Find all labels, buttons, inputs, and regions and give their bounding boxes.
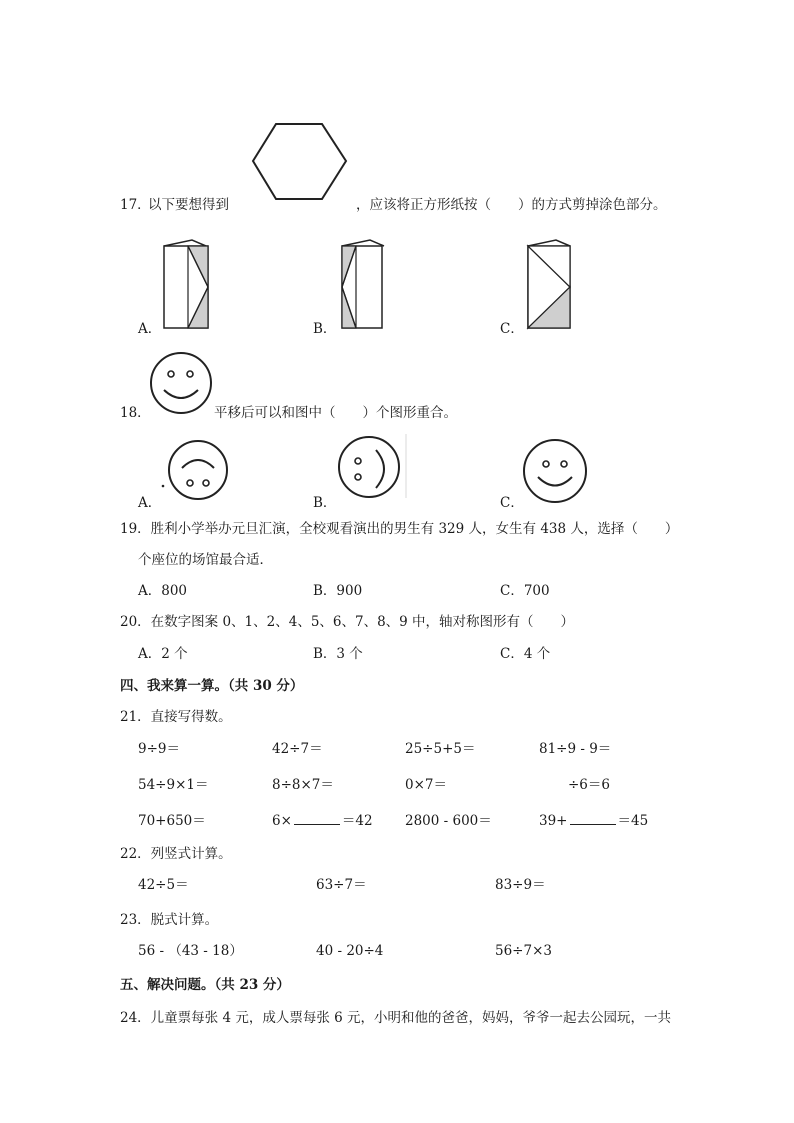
q21-item-blank [272, 812, 373, 830]
q18-option-b-label: B． [313, 495, 337, 511]
q21-item-blank [539, 812, 648, 830]
q21-item: 42÷7＝ [272, 741, 323, 757]
q19-line1: 19．胜利小学举办元旦汇演，全校观看演出的男生有 329 人，女生有 438 人，选择（ ） [120, 521, 679, 537]
q22-item: 42÷5＝ [138, 877, 189, 893]
q21-item-suffix: ＝45 [617, 813, 649, 829]
hexagon-figure [240, 108, 358, 204]
q21-item-prefix: 6× [272, 813, 292, 829]
q18-option-b-face [334, 432, 408, 502]
q23-item: 56÷7×3 [495, 943, 552, 959]
q18-text: 平移后可以和图中（ ）个图形重合。 [214, 405, 457, 421]
q17-option-c-folded-paper [522, 236, 580, 332]
q18-option-c-label: C． [500, 495, 524, 511]
q17-option-b-label: B． [313, 321, 337, 337]
q19-line2: 个座位的场馆最合适． [138, 552, 273, 568]
q22-item: 63÷7＝ [316, 877, 367, 893]
q17-option-a-folded-paper [158, 236, 216, 332]
q17-prefix: 以下要想得到 [148, 197, 229, 213]
q19-option-c: C．700 [500, 583, 550, 599]
q21-item: 70+650＝ [138, 813, 206, 829]
q21-item: 8÷8×7＝ [272, 777, 334, 793]
q21-item: 0×7＝ [405, 777, 447, 793]
smiley-face-figure [148, 350, 214, 416]
section-5-heading: 五、解决问题。（共 23 分） [120, 977, 290, 993]
q24-text: 24．儿童票每张 4 元，成人票每张 6 元，小明和他的爸爸，妈妈，爷爷一起去公园玩，一共 [120, 1010, 672, 1026]
q17-option-c-label: C． [500, 321, 524, 337]
section-4-heading: 四、我来算一算。（共 30 分） [120, 678, 304, 694]
q18-option-a-face [160, 438, 232, 504]
q20-text: 20．在数字图案 0、1、2、4、5、6、7、8、9 中，轴对称图形有（ ） [120, 614, 575, 630]
q17-option-a-label: A． [138, 321, 162, 337]
q17-number: 17． [120, 197, 151, 213]
q21-item: 54÷9×1＝ [138, 777, 209, 793]
q19-option-a: A．800 [138, 583, 188, 599]
q22-item: 83÷9＝ [495, 877, 546, 893]
q23-title: 23．脱式计算。 [120, 912, 219, 928]
q18-option-c-face [520, 436, 590, 506]
q18-number: 18． [120, 405, 151, 421]
q22-title: 22．列竖式计算。 [120, 846, 232, 862]
q20-option-b: B．3 个 [313, 646, 363, 662]
answer-blank [294, 812, 340, 825]
q23-item: 40 - 20÷4 [316, 943, 384, 959]
q21-item: ÷6＝6 [568, 777, 610, 793]
q20-option-c: C．4 个 [500, 646, 551, 662]
q21-title: 21．直接写得数。 [120, 709, 232, 725]
q17-option-b-folded-paper [334, 236, 392, 332]
q21-item: 9÷9＝ [138, 741, 180, 757]
q21-item-prefix: 39+ [539, 813, 568, 829]
q18-option-a-label: A． [138, 495, 162, 511]
q21-item-suffix: ＝42 [341, 813, 373, 829]
q21-item: 81÷9 - 9＝ [539, 741, 612, 757]
q21-item: 25÷5+5＝ [405, 741, 476, 757]
q19-option-b: B．900 [313, 583, 363, 599]
q23-item: 56 - （43 - 18） [138, 943, 243, 959]
q17-suffix: ，应该将正方形纸按（ ）的方式剪掉涂色部分。 [356, 197, 667, 213]
q20-option-a: A．2 个 [138, 646, 188, 662]
answer-blank [570, 812, 616, 825]
q21-item: 2800 - 600＝ [405, 813, 492, 829]
